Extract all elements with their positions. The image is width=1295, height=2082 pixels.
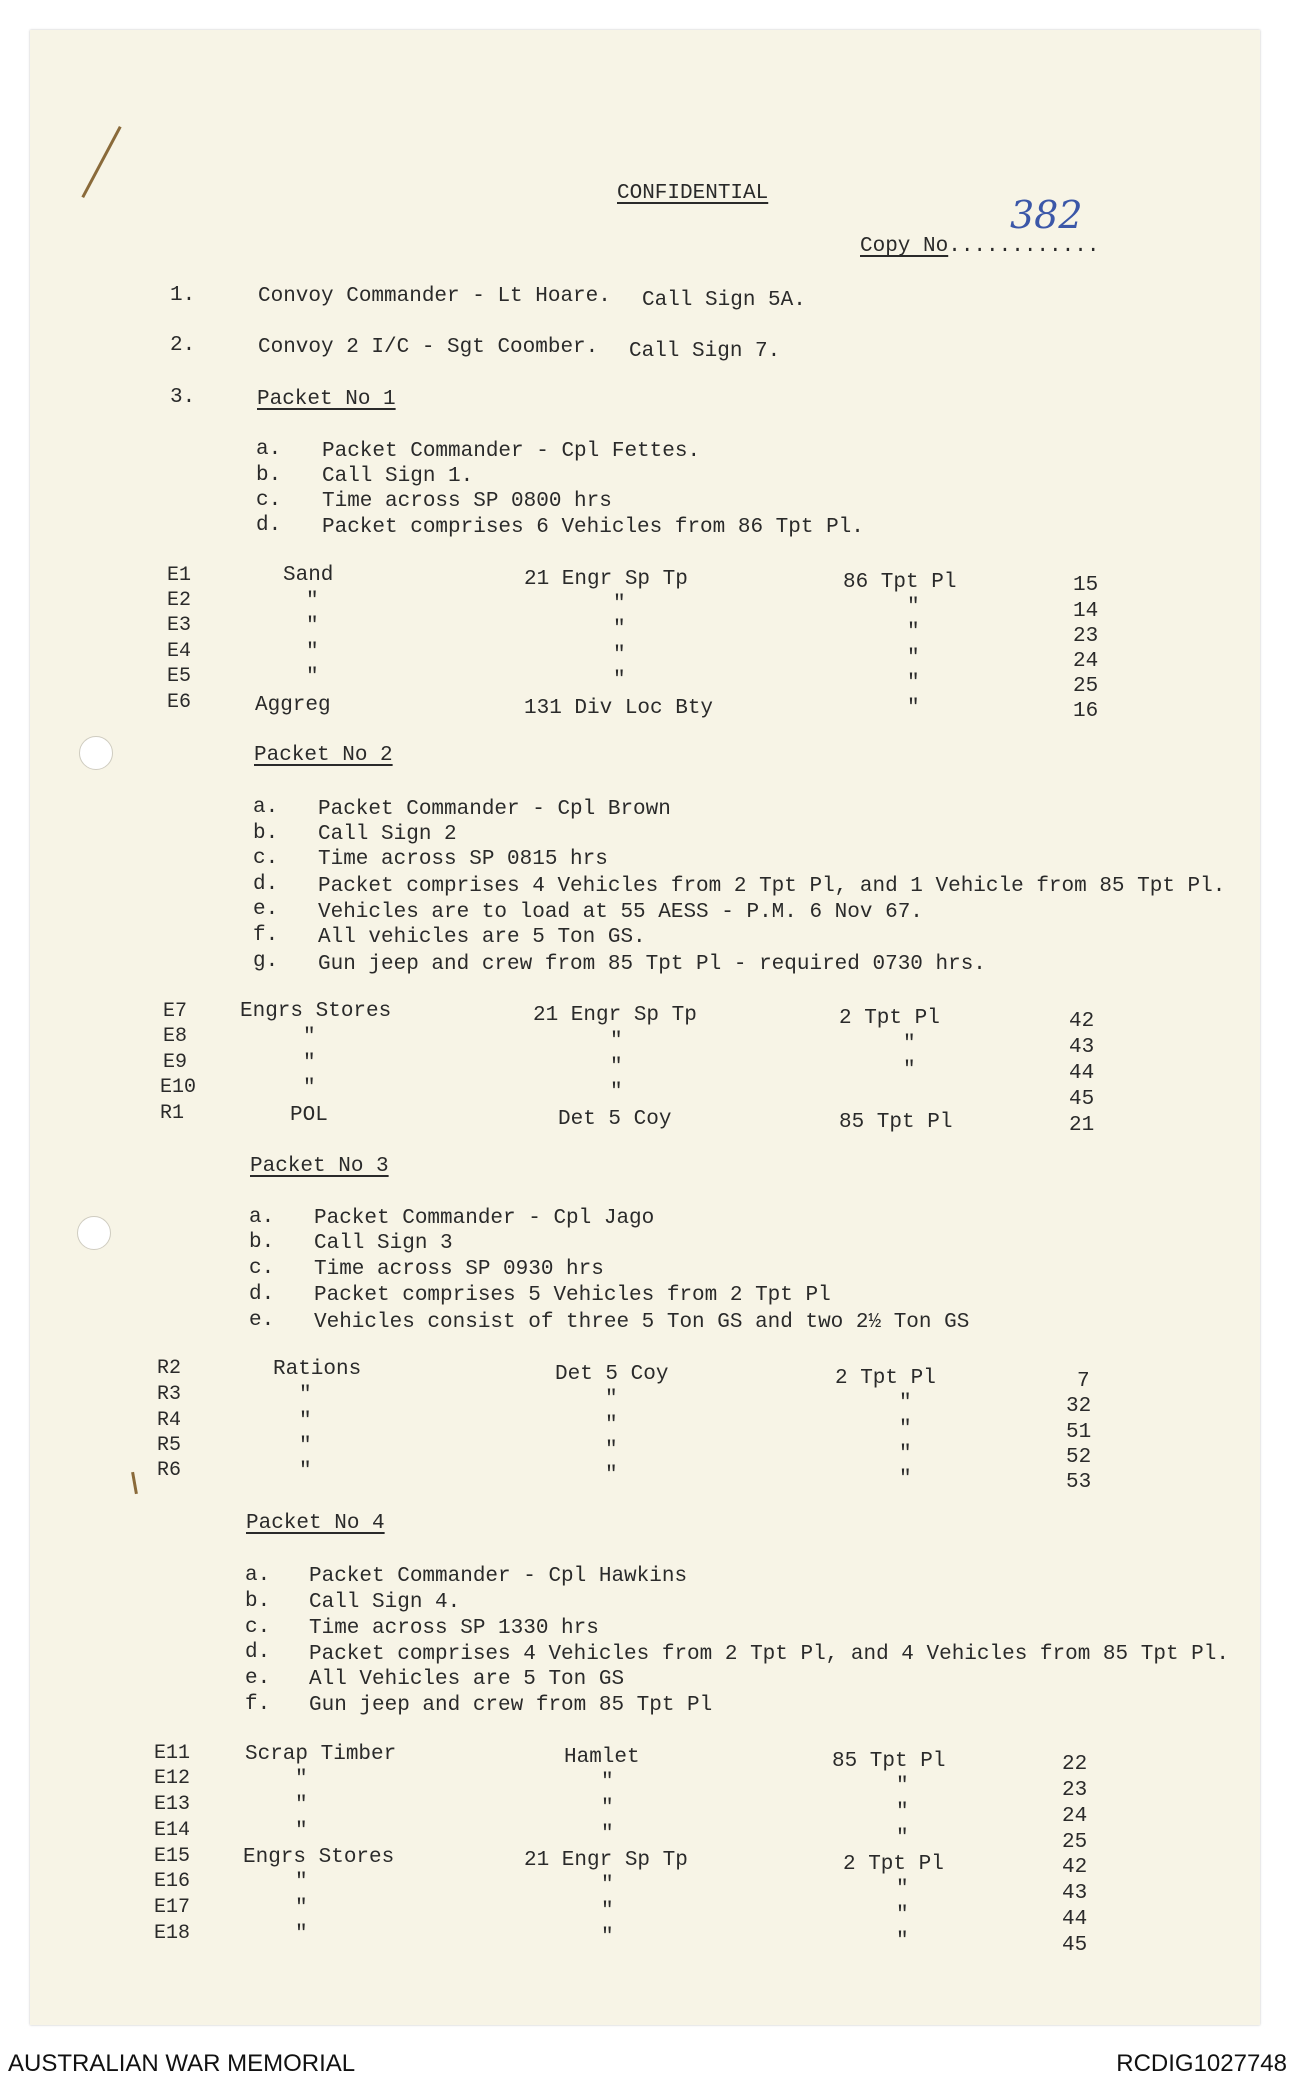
- ditto: ": [295, 1897, 308, 1920]
- ditto: ": [295, 1820, 308, 1843]
- packet-line: Call Sign 3: [314, 1232, 453, 1255]
- packet-line: All vehicles are 5 Ton GS.: [318, 926, 646, 949]
- serial-id: E17: [154, 1896, 191, 1919]
- platoon: 85 Tpt Pl: [839, 1111, 953, 1134]
- platoon: 2 Tpt Pl: [843, 1853, 944, 1876]
- pencil-mark: [81, 126, 121, 198]
- vehicle-number: 25: [1062, 1831, 1088, 1854]
- ditto: ": [299, 1410, 312, 1433]
- call-sign: Call Sign 5A.: [642, 289, 806, 312]
- ditto: ": [896, 1827, 909, 1850]
- ditto: ": [295, 1923, 308, 1946]
- line-letter: a.: [249, 1206, 275, 1229]
- serial-id: E15: [154, 1845, 191, 1868]
- unit: Det 5 Coy: [555, 1363, 669, 1386]
- ditto: ": [295, 1871, 308, 1894]
- vehicle-number: 15: [1073, 574, 1099, 597]
- serial-id: E4: [167, 640, 192, 663]
- serial-id: E10: [160, 1076, 197, 1099]
- ditto: ": [605, 1388, 618, 1411]
- packet-line: Packet Commander - Cpl Jago: [314, 1207, 655, 1230]
- load-type: Engrs Stores: [243, 1846, 395, 1869]
- line-letter: b.: [245, 1590, 271, 1613]
- vehicle-number: 32: [1066, 1395, 1092, 1418]
- classification-heading: CONFIDENTIAL: [617, 182, 769, 205]
- packet-line: Gun jeep and crew from 85 Tpt Pl - required 0730 hrs.: [318, 953, 986, 976]
- convoy-2ic: Convoy 2 I/C - Sgt Coomber.: [258, 336, 599, 359]
- packet-line: Time across SP 1330 hrs: [309, 1617, 599, 1640]
- serial-id: E5: [167, 665, 192, 688]
- vehicle-number: 43: [1062, 1882, 1088, 1905]
- vehicle-number: 53: [1066, 1471, 1092, 1494]
- copy-number-label: Copy No............: [860, 235, 1100, 258]
- ditto: ": [306, 641, 319, 664]
- ditto: ": [303, 1077, 316, 1100]
- serial-id: E6: [167, 691, 192, 714]
- vehicle-number: 24: [1073, 650, 1099, 673]
- ditto: ": [896, 1775, 909, 1798]
- ditto: ": [610, 1030, 623, 1053]
- unit: 21 Engr Sp Tp: [524, 1849, 688, 1872]
- line-letter: f.: [245, 1693, 271, 1716]
- vehicle-number: 51: [1066, 1421, 1092, 1444]
- ditto: ": [601, 1823, 614, 1846]
- ditto: ": [306, 590, 319, 613]
- vehicle-number: 14: [1073, 600, 1099, 623]
- line-letter: e.: [249, 1309, 275, 1332]
- ditto: ": [907, 672, 920, 695]
- serial-id: R3: [157, 1383, 182, 1406]
- punch-hole: [77, 1216, 111, 1250]
- serial-id: E16: [154, 1870, 191, 1893]
- load-type: Engrs Stores: [240, 1000, 392, 1023]
- line-letter: c.: [253, 847, 279, 870]
- pencil-mark: [131, 1472, 138, 1494]
- vehicle-number: 42: [1062, 1856, 1088, 1879]
- packet-line: All Vehicles are 5 Ton GS: [309, 1668, 625, 1691]
- ditto: ": [303, 1052, 316, 1075]
- packet-line: Packet Commander - Cpl Brown: [318, 798, 671, 821]
- ditto: ": [601, 1874, 614, 1897]
- line-letter: d.: [253, 873, 279, 896]
- ditto: ": [613, 644, 626, 667]
- ditto: ": [601, 1771, 614, 1794]
- vehicle-number: 44: [1062, 1908, 1088, 1931]
- item-number: 2.: [170, 334, 196, 357]
- line-letter: c.: [256, 489, 282, 512]
- ditto: ": [605, 1414, 618, 1437]
- load-type: Scrap Timber: [245, 1743, 397, 1766]
- item-number: 3.: [170, 386, 196, 409]
- serial-id: E18: [154, 1922, 191, 1945]
- ditto: ": [303, 1026, 316, 1049]
- ditto: ": [295, 1768, 308, 1791]
- vehicle-number: 23: [1062, 1779, 1088, 1802]
- vehicle-number: 42: [1069, 1010, 1095, 1033]
- load-type: POL: [290, 1104, 328, 1127]
- ditto: ": [605, 1439, 618, 1462]
- line-letter: f.: [253, 924, 279, 947]
- ditto: ": [899, 1392, 912, 1415]
- packet-line: Packet Commander - Cpl Hawkins: [309, 1565, 688, 1588]
- serial-id: E2: [167, 589, 192, 612]
- load-type: Rations: [273, 1358, 362, 1381]
- ditto: ": [605, 1464, 618, 1487]
- ditto: ": [899, 1418, 912, 1441]
- packet-line: Call Sign 2: [318, 823, 457, 846]
- ditto: ": [601, 1926, 614, 1949]
- line-letter: a.: [256, 438, 282, 461]
- ditto: ": [299, 1460, 312, 1483]
- ditto: ": [295, 1794, 308, 1817]
- serial-id: E12: [154, 1767, 191, 1790]
- ditto: ": [896, 1878, 909, 1901]
- packet-line: Gun jeep and crew from 85 Tpt Pl: [309, 1694, 713, 1717]
- packet-line: Time across SP 0815 hrs: [318, 848, 608, 871]
- packet-4-title: Packet No 4: [246, 1512, 385, 1535]
- ditto: ": [899, 1468, 912, 1491]
- serial-id: R4: [157, 1409, 182, 1432]
- vehicle-number: 44: [1069, 1062, 1095, 1085]
- ditto: ": [896, 1930, 909, 1953]
- vehicle-number: 23: [1073, 625, 1099, 648]
- packet-line: Time across SP 0800 hrs: [322, 490, 612, 513]
- vehicle-number: 24: [1062, 1805, 1088, 1828]
- item-number: 1.: [170, 284, 196, 307]
- line-letter: d.: [245, 1641, 271, 1664]
- serial-id: R6: [157, 1459, 182, 1482]
- ditto: ": [601, 1900, 614, 1923]
- ditto: ": [903, 1059, 916, 1082]
- vehicle-number: 7: [1077, 1370, 1090, 1393]
- vehicle-number: 45: [1069, 1088, 1095, 1111]
- ditto: ": [601, 1797, 614, 1820]
- packet-line: Packet comprises 6 Vehicles from 86 Tpt Pl.: [322, 516, 864, 539]
- punch-hole: [79, 736, 113, 770]
- line-letter: c.: [249, 1257, 275, 1280]
- vehicle-number: 16: [1073, 700, 1099, 723]
- serial-id: E11: [154, 1742, 191, 1765]
- line-letter: b.: [249, 1231, 275, 1254]
- vehicle-number: 25: [1073, 675, 1099, 698]
- packet-line: Call Sign 1.: [322, 465, 474, 488]
- line-letter: a.: [245, 1564, 271, 1587]
- ditto: ": [613, 669, 626, 692]
- ditto: ": [896, 1801, 909, 1824]
- serial-id: E9: [163, 1051, 188, 1074]
- unit: 21 Engr Sp Tp: [524, 568, 688, 591]
- ditto: ": [613, 618, 626, 641]
- platoon: 85 Tpt Pl: [832, 1750, 946, 1773]
- line-letter: b.: [253, 822, 279, 845]
- line-letter: c.: [245, 1616, 271, 1639]
- vehicle-number: 43: [1069, 1036, 1095, 1059]
- convoy-commander: Convoy Commander - Lt Hoare.: [258, 285, 611, 308]
- platoon: 86 Tpt Pl: [843, 571, 957, 594]
- serial-id: E14: [154, 1819, 191, 1842]
- serial-id: R2: [157, 1357, 182, 1380]
- platoon: 2 Tpt Pl: [839, 1007, 940, 1030]
- packet-line: Packet comprises 4 Vehicles from 2 Tpt Pl, and 4 Vehicles from 85 Tpt Pl.: [309, 1643, 1229, 1666]
- line-letter: b.: [256, 464, 282, 487]
- serial-id: E7: [163, 1000, 188, 1023]
- packet-line: Vehicles consist of three 5 Ton GS and two 2½ Ton GS: [314, 1311, 970, 1334]
- serial-id: E13: [154, 1793, 191, 1816]
- footer-record-id: RCDIG1027748: [1116, 2050, 1287, 2077]
- ditto: ": [907, 596, 920, 619]
- serial-id: R5: [157, 1434, 182, 1457]
- serial-id: E3: [167, 614, 192, 637]
- packet-line: Call Sign 4.: [309, 1591, 461, 1614]
- ditto: ": [299, 1435, 312, 1458]
- ditto: ": [907, 647, 920, 670]
- packet-line: Packet Commander - Cpl Fettes.: [322, 440, 701, 463]
- packet-line: Time across SP 0930 hrs: [314, 1258, 604, 1281]
- line-letter: e.: [245, 1667, 271, 1690]
- packet-line: Vehicles are to load at 55 AESS - P.M. 6 Nov 67.: [318, 901, 923, 924]
- ditto: ": [610, 1081, 623, 1104]
- ditto: ": [299, 1384, 312, 1407]
- packet-line: Packet comprises 4 Vehicles from 2 Tpt Pl, and 1 Vehicle from 85 Tpt Pl.: [318, 875, 1226, 898]
- packet-3-title: Packet No 3: [250, 1155, 389, 1178]
- copy-number-handwritten: 382: [1010, 193, 1083, 237]
- call-sign: Call Sign 7.: [629, 340, 781, 363]
- ditto: ": [613, 593, 626, 616]
- packet-2-title: Packet No 2: [254, 744, 393, 767]
- serial-id: E8: [163, 1025, 188, 1048]
- line-letter: a.: [253, 796, 279, 819]
- ditto: ": [896, 1904, 909, 1927]
- packet-1-title: Packet No 1: [257, 388, 396, 411]
- serial-id: R1: [160, 1102, 185, 1125]
- unit: 131 Div Loc Bty: [524, 697, 714, 720]
- ditto: ": [907, 621, 920, 644]
- serial-id: E1: [167, 564, 192, 587]
- vehicle-number: 45: [1062, 1934, 1088, 1957]
- ditto: ": [306, 666, 319, 689]
- unit: Hamlet: [564, 1746, 640, 1769]
- packet-line: Packet comprises 5 Vehicles from 2 Tpt Pl: [314, 1284, 831, 1307]
- ditto: ": [899, 1443, 912, 1466]
- footer-archive-name: AUSTRALIAN WAR MEMORIAL: [8, 2050, 356, 2077]
- unit: Det 5 Coy: [558, 1108, 672, 1131]
- line-letter: e.: [253, 898, 279, 921]
- ditto: ": [610, 1056, 623, 1079]
- load-type: Sand: [283, 564, 334, 587]
- ditto: ": [907, 697, 920, 720]
- ditto: ": [903, 1033, 916, 1056]
- vehicle-number: 21: [1069, 1114, 1095, 1137]
- load-type: Aggreg: [255, 694, 331, 717]
- vehicle-number: 22: [1062, 1753, 1088, 1776]
- line-letter: g.: [253, 950, 279, 973]
- line-letter: d.: [249, 1283, 275, 1306]
- vehicle-number: 52: [1066, 1446, 1092, 1469]
- platoon: 2 Tpt Pl: [835, 1367, 936, 1390]
- line-letter: d.: [256, 514, 282, 537]
- unit: 21 Engr Sp Tp: [533, 1004, 697, 1027]
- ditto: ": [306, 615, 319, 638]
